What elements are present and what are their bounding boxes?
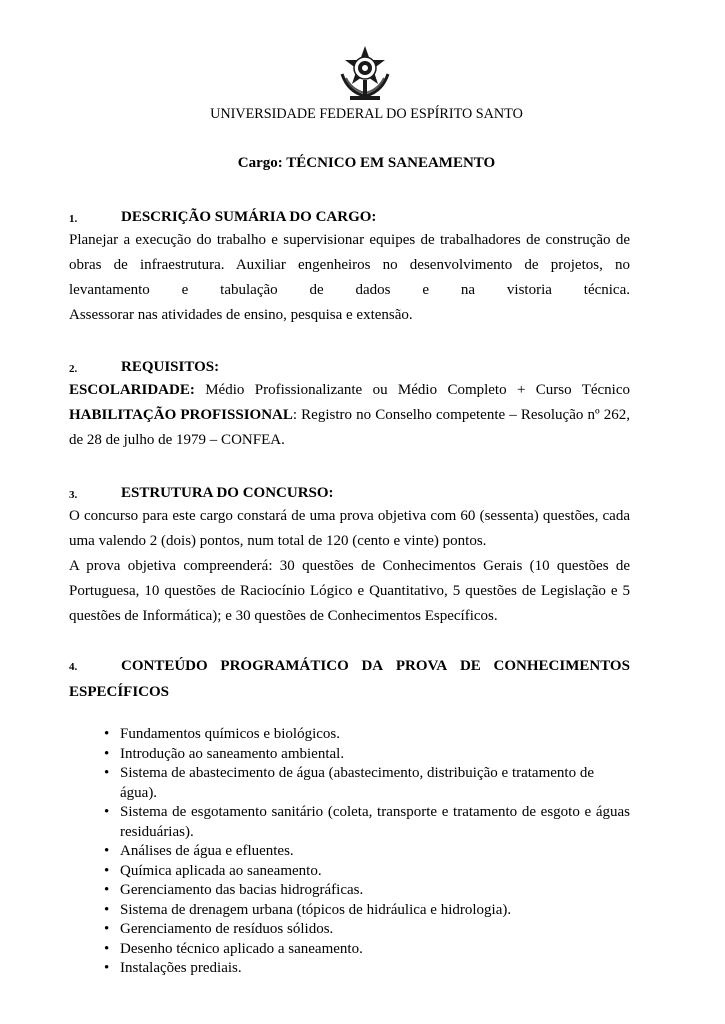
list-item: • Análises de água e efluentes. xyxy=(104,842,630,862)
list-item: • Sistema de abastecimento de água (abastecimento, distribuição e tratamento de água). xyxy=(104,764,630,803)
section-number: 4. xyxy=(69,661,78,673)
cargo-title: Cargo: TÉCNICO EM SANEAMENTO xyxy=(237,155,496,171)
escolaridade-text: Médio Profissionalizante ou Médio Completo + Curso Técnico xyxy=(194,382,630,398)
section-number: 2. xyxy=(69,363,78,375)
section-4-heading xyxy=(69,654,630,705)
content-list xyxy=(104,725,630,979)
list-item: • Sistema de esgotamento sanitário (coleta, transporte e tratamento de esgoto e águas residuárias). xyxy=(104,803,630,842)
heading-word: CONHECIMENTOS xyxy=(493,658,630,674)
paragraph-line: obras de infraestrutura. Auxiliar engenheiros no desenvolvimento de projetos, no xyxy=(69,257,630,273)
section-title-line-2: ESPECÍFICOS xyxy=(69,684,170,700)
habilitacao-label: HABILITAÇÃO PROFISSIONAL xyxy=(69,407,293,423)
heading-word: DA xyxy=(361,658,384,674)
paragraph-line: A prova objetiva compreenderá: 30 questões de Conhecimentos Gerais (10 questões de xyxy=(69,558,630,574)
list-item: • Instalações prediais. xyxy=(104,959,630,979)
paragraph-line: Planejar a execução do trabalho e supervisionar equipes de trabalhadores de construção de xyxy=(69,232,630,248)
list-item: • Fundamentos químicos e biológicos. xyxy=(104,725,630,745)
brazil-coat-of-arms-icon xyxy=(338,44,392,102)
paragraph-line: O concurso para este cargo constará de uma prova objetiva com 60 (sessenta) questões, cada xyxy=(69,508,630,524)
section-number: 1. xyxy=(69,213,78,225)
heading-word: CONTEÚDO xyxy=(121,658,208,674)
list-item: • Gerenciamento das bacias hidrográficas. xyxy=(104,881,630,901)
list-item: • Gerenciamento de resíduos sólidos. xyxy=(104,920,630,940)
paragraph-line: levantamento e tabulação de dados e na vistoria técnica. xyxy=(69,282,630,298)
escolaridade-line xyxy=(69,378,630,403)
heading-word: PROGRAMÁTICO xyxy=(220,658,349,674)
list-item: • Desenho técnico aplicado a saneamento. xyxy=(104,940,630,960)
heading-word: DE xyxy=(459,658,481,674)
institution-name: UNIVERSIDADE FEDERAL DO ESPÍRITO SANTO xyxy=(210,106,523,122)
section-3-body xyxy=(69,504,630,629)
list-item: • Química aplicada ao saneamento. xyxy=(104,862,630,882)
section-title: DESCRIÇÃO SUMÁRIA DO CARGO: xyxy=(121,209,377,225)
section-2-body xyxy=(69,378,630,453)
habilitacao-line xyxy=(69,403,630,428)
paragraph-line: Portuguesa, 10 questões de Raciocínio Lógico e Quantitativo, 5 questões de Legislação e 5 xyxy=(69,583,630,599)
heading-word: PROVA xyxy=(395,658,448,674)
section-title: REQUISITOS: xyxy=(121,359,220,375)
paragraph-line: questões de Informática); e 30 questões de Conhecimentos Específicos. xyxy=(69,608,498,624)
paragraph-line: Assessorar nas atividades de ensino, pesquisa e extensão. xyxy=(69,307,413,323)
habilitacao-text: : Registro no Conselho competente – Resolução nº 262, xyxy=(292,407,630,423)
list-item: • Sistema de drenagem urbana (tópicos de hidráulica e hidrologia). xyxy=(104,901,630,921)
paragraph-line: uma valendo 2 (dois) pontos, num total de 120 (cento e vinte) pontos. xyxy=(69,533,487,549)
habilitacao-line-2: de 28 de julho de 1979 – CONFEA. xyxy=(69,432,285,448)
section-number: 3. xyxy=(69,489,78,501)
section-title: ESTRUTURA DO CONCURSO: xyxy=(121,485,334,501)
escolaridade-label: ESCOLARIDADE: xyxy=(69,382,195,398)
list-item: • Introdução ao saneamento ambiental. xyxy=(104,745,630,765)
section-1-body xyxy=(69,228,630,328)
